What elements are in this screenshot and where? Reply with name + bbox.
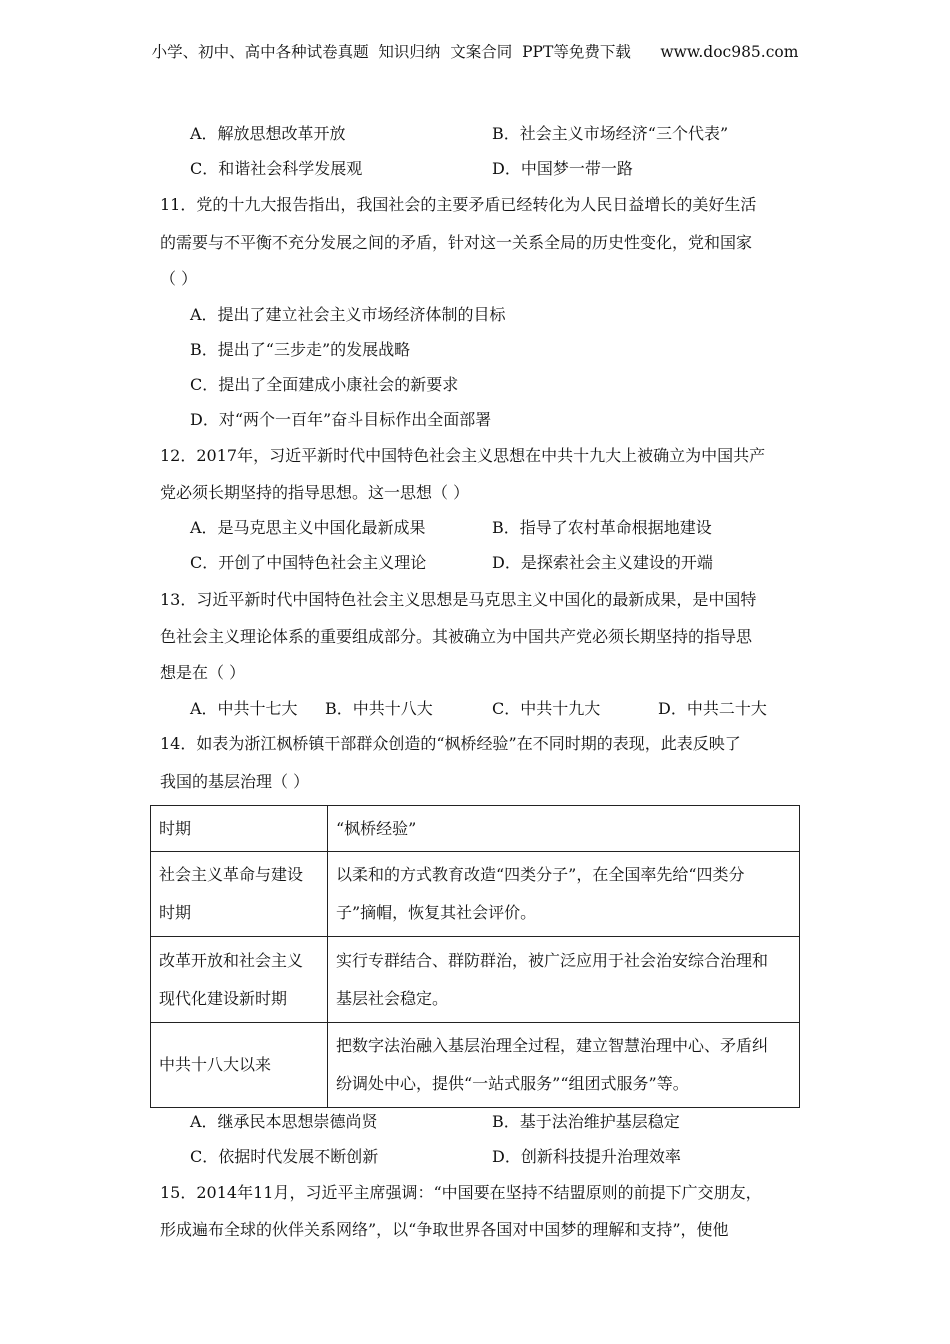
q11-stem-line3: （ ）: [160, 269, 198, 288]
cell-line: 子”摘帽，恢复其社会评价。: [336, 903, 537, 922]
q12-option-d: D．是探索社会主义建设的开端: [492, 553, 713, 572]
cell-line: 社会主义革命与建设: [159, 865, 304, 884]
table-cell-content: [328, 1023, 800, 1108]
q12-stem-line2: 党必须长期坚持的指导思想。这一思想（ ）: [160, 483, 470, 502]
q10-option-a: A．解放思想改革开放: [190, 124, 346, 143]
q12-option-b: B．指导了农村革命根据地建设: [492, 518, 712, 537]
q15-stem-line2: 形成遍布全球的伙伴关系网络”，以“争取世界各国对中国梦的理解和支持”，使他: [160, 1220, 729, 1239]
table-row: [151, 1023, 800, 1108]
q12-option-a: A．是马克思主义中国化最新成果: [190, 518, 426, 537]
table-header-row: [151, 806, 800, 852]
cell-line: 纷调处中心，提供“一站式服务”“组团式服务”等。: [336, 1074, 689, 1093]
q13-option-c: C．中共十九大: [492, 699, 601, 718]
table-cell-period: [151, 1023, 328, 1108]
q11-option-d: D．对“两个一百年”奋斗目标作出全面部署: [190, 410, 492, 429]
cell-line: 时期: [159, 903, 192, 922]
cell-line: 改革开放和社会主义: [159, 950, 304, 970]
q14-option-b: B．基于法治维护基层稳定: [492, 1112, 680, 1131]
q14-option-a: A．继承民本思想崇德尚贤: [190, 1112, 378, 1131]
q10-option-b: B．社会主义市场经济“三个代表”: [492, 124, 729, 143]
q13-stem-line2: 色社会主义理论体系的重要组成部分。其被确立为中国共产党必须长期坚持的指导思: [160, 627, 753, 646]
q11-stem-line1: 11．党的十九大报告指出，我国社会的主要矛盾已经转化为人民日益增长的美好生活: [160, 195, 757, 214]
cell-line: 实行专群结合、群防群治，被广泛应用于社会治安综合治理和: [336, 950, 769, 970]
table-cell-period: [151, 852, 328, 937]
q13-option-b: B．中共十八大: [325, 699, 433, 718]
fengqiao-table: [150, 805, 800, 1108]
cell-line: 以柔和的方式教育改造“四类分子”，在全国率先给“四类分: [336, 865, 745, 884]
q12-option-c: C．开创了中国特色社会主义理论: [190, 553, 427, 572]
q14-option-c: C．依据时代发展不断创新: [190, 1147, 379, 1166]
cell-line: 把数字法治融入基层治理全过程，建立智慧治理中心、矛盾纠: [336, 1036, 769, 1055]
q13-stem-line1: 13．习近平新时代中国特色社会主义思想是马克思主义中国化的最新成果，是中国特: [160, 590, 757, 609]
table-cell-content: [328, 852, 800, 937]
cell-line: 基层社会稳定。: [336, 988, 449, 1008]
q14-stem-line2: 我国的基层治理（ ）: [160, 772, 310, 791]
page-header: 小学、初中、高中各种试卷真题 知识归纳 文案合同 PPT等免费下载 www.doc985.com: [151, 43, 799, 61]
q14-stem-line1: 14．如表为浙江枫桥镇干部群众创造的“枫桥经验”在不同时期的表现，此表反映了: [160, 734, 741, 753]
q15-stem-line1: 15．2014年11月，习近平主席强调：“中国要在坚持不结盟原则的前提下广交朋友，: [160, 1183, 762, 1202]
q10-option-d: D．中国梦一带一路: [492, 159, 633, 178]
table-row: [151, 852, 800, 937]
q12-stem-line1: 12．2017年，习近平新时代中国特色社会主义思想在中共十九大上被确立为中国共产: [160, 446, 766, 465]
table-header-period: 时期: [151, 806, 328, 852]
q14-option-d: D．创新科技提升治理效率: [492, 1147, 681, 1166]
table-cell-content: [328, 937, 800, 1023]
cell-line: 现代化建设新时期: [159, 988, 288, 1008]
q11-option-a: A．提出了建立社会主义市场经济体制的目标: [190, 305, 506, 324]
q13-option-d: D．中共二十大: [658, 699, 767, 718]
q11-option-c: C．提出了全面建成小康社会的新要求: [190, 375, 459, 394]
q11-option-b: B．提出了“三步走”的发展战略: [190, 340, 411, 359]
table-cell-period: [151, 937, 328, 1023]
cell-line: 中共十八大以来: [159, 1055, 272, 1074]
q13-option-a: A．中共十七大: [190, 699, 298, 718]
q11-stem-line2: 的需要与不平衡不充分发展之间的矛盾，针对这一关系全局的历史性变化，党和国家: [160, 233, 753, 252]
table-row: [151, 937, 800, 1023]
q13-stem-line3: 想是在（ ）: [160, 663, 246, 682]
table-header-experience: “枫桥经验”: [328, 806, 800, 852]
q10-option-c: C．和谐社会科学发展观: [190, 159, 363, 178]
